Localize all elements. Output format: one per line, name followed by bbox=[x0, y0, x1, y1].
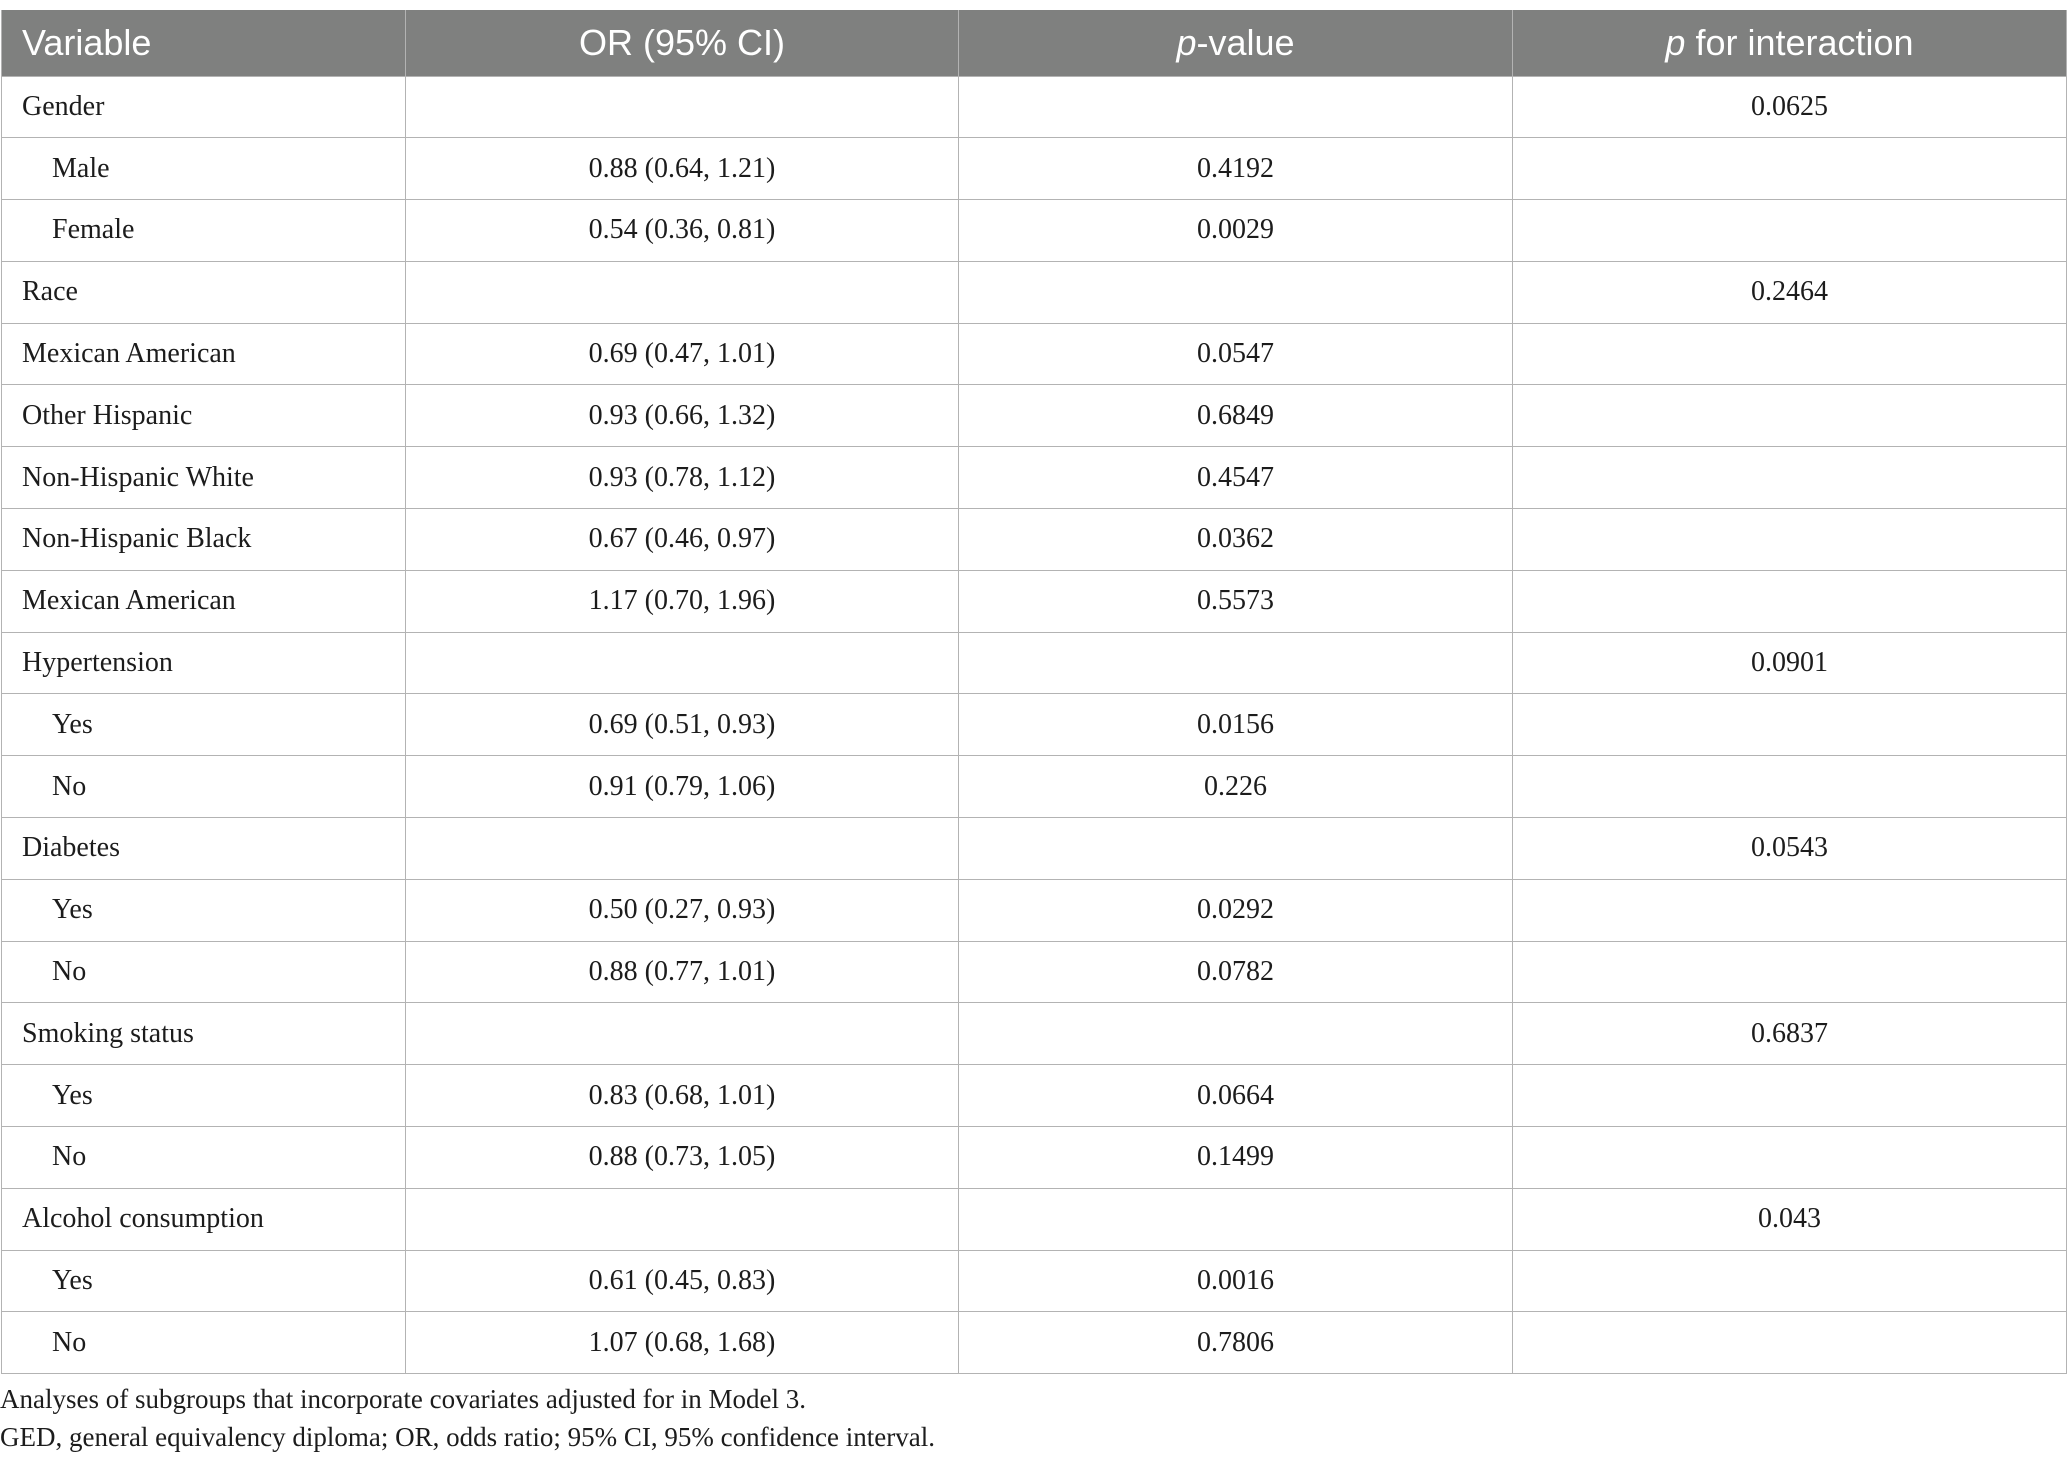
p-value-cell bbox=[959, 1003, 1513, 1065]
table-row bbox=[2, 756, 2067, 818]
p-value-cell bbox=[959, 818, 1513, 880]
or-ci-cell bbox=[406, 261, 959, 323]
column-header-variable: Variable bbox=[2, 10, 406, 76]
variable-cell: Diabetes bbox=[2, 818, 406, 880]
p-for-interaction-cell bbox=[1513, 200, 2067, 262]
p-value-cell: 0.4547 bbox=[959, 447, 1513, 509]
variable-cell: Other Hispanic bbox=[2, 385, 406, 447]
p-for-interaction-cell bbox=[1513, 941, 2067, 1003]
table-row bbox=[2, 385, 2067, 447]
p-for-interaction-cell bbox=[1513, 694, 2067, 756]
variable-cell: Female bbox=[2, 200, 406, 262]
or-ci-cell: 1.17 (0.70, 1.96) bbox=[406, 570, 959, 632]
variable-cell: Non-Hispanic White bbox=[2, 447, 406, 509]
table-row bbox=[2, 447, 2067, 509]
variable-cell: Yes bbox=[2, 1065, 406, 1127]
p-for-interaction-cell: 0.6837 bbox=[1513, 1003, 2067, 1065]
p-for-interaction-cell bbox=[1513, 570, 2067, 632]
table-row bbox=[2, 632, 2067, 694]
variable-cell: Non-Hispanic Black bbox=[2, 509, 406, 571]
table-row bbox=[2, 818, 2067, 880]
p-for-interaction-cell bbox=[1513, 1312, 2067, 1374]
p-value-cell: 0.0782 bbox=[959, 941, 1513, 1003]
table-row bbox=[2, 200, 2067, 262]
variable-cell: Yes bbox=[2, 879, 406, 941]
footnote: GED, general equivalency diploma; OR, odds ratio; 95% CI, 95% confidence interval. bbox=[0, 1422, 935, 1452]
p-value-cell: 0.0016 bbox=[959, 1250, 1513, 1312]
variable-cell: Male bbox=[2, 138, 406, 200]
table-row bbox=[2, 879, 2067, 941]
or-ci-cell: 1.07 (0.68, 1.68) bbox=[406, 1312, 959, 1374]
p-for-interaction-cell: 0.0625 bbox=[1513, 76, 2067, 138]
table-row bbox=[2, 261, 2067, 323]
p-for-interaction-cell bbox=[1513, 138, 2067, 200]
p-for-interaction-cell bbox=[1513, 323, 2067, 385]
variable-cell: Race bbox=[2, 261, 406, 323]
p-for-interaction-cell: 0.0543 bbox=[1513, 818, 2067, 880]
p-for-interaction-cell bbox=[1513, 385, 2067, 447]
p-for-interaction-cell: 0.2464 bbox=[1513, 261, 2067, 323]
footnote: Analyses of subgroups that incorporate covariates adjusted for in Model 3. bbox=[0, 1384, 807, 1414]
or-ci-cell: 0.54 (0.36, 0.81) bbox=[406, 200, 959, 262]
subgroup-analysis-table bbox=[1, 10, 2067, 1374]
variable-cell: Hypertension bbox=[2, 632, 406, 694]
header-row bbox=[2, 10, 2067, 76]
table-row bbox=[2, 1127, 2067, 1189]
p-value-cell bbox=[959, 261, 1513, 323]
column-header-p-for-interaction: p for interaction bbox=[1513, 10, 2067, 76]
p-value-cell: 0.1499 bbox=[959, 1127, 1513, 1189]
p-for-interaction-cell bbox=[1513, 509, 2067, 571]
p-value-cell: 0.4192 bbox=[959, 138, 1513, 200]
or-ci-cell: 0.50 (0.27, 0.93) bbox=[406, 879, 959, 941]
p-value-cell: 0.0029 bbox=[959, 200, 1513, 262]
p-value-cell: 0.0664 bbox=[959, 1065, 1513, 1127]
p-for-interaction-cell: 0.043 bbox=[1513, 1188, 2067, 1250]
table-row bbox=[2, 1065, 2067, 1127]
or-ci-cell: 0.93 (0.66, 1.32) bbox=[406, 385, 959, 447]
table-row bbox=[2, 509, 2067, 571]
or-ci-cell: 0.88 (0.64, 1.21) bbox=[406, 138, 959, 200]
table-row bbox=[2, 323, 2067, 385]
p-for-interaction-cell bbox=[1513, 1127, 2067, 1189]
p-for-interaction-cell bbox=[1513, 756, 2067, 818]
variable-cell: Mexican American bbox=[2, 570, 406, 632]
p-value-cell bbox=[959, 632, 1513, 694]
table-row bbox=[2, 138, 2067, 200]
or-ci-cell: 0.88 (0.77, 1.01) bbox=[406, 941, 959, 1003]
table-row bbox=[2, 1188, 2067, 1250]
or-ci-cell: 0.61 (0.45, 0.83) bbox=[406, 1250, 959, 1312]
p-value-cell: 0.7806 bbox=[959, 1312, 1513, 1374]
p-for-interaction-cell bbox=[1513, 1250, 2067, 1312]
or-ci-cell bbox=[406, 76, 959, 138]
variable-cell: Mexican American bbox=[2, 323, 406, 385]
p-value-cell bbox=[959, 76, 1513, 138]
table-row bbox=[2, 694, 2067, 756]
or-ci-cell: 0.93 (0.78, 1.12) bbox=[406, 447, 959, 509]
p-value-cell: 0.6849 bbox=[959, 385, 1513, 447]
table-row bbox=[2, 1312, 2067, 1374]
p-for-interaction-cell bbox=[1513, 1065, 2067, 1127]
table-row bbox=[2, 1250, 2067, 1312]
or-ci-cell bbox=[406, 818, 959, 880]
column-header-or-ci: OR (95% CI) bbox=[406, 10, 959, 76]
or-ci-cell bbox=[406, 1188, 959, 1250]
or-ci-cell: 0.88 (0.73, 1.05) bbox=[406, 1127, 959, 1189]
variable-cell: Smoking status bbox=[2, 1003, 406, 1065]
table-body bbox=[2, 76, 2067, 1374]
table-row bbox=[2, 941, 2067, 1003]
table-row bbox=[2, 570, 2067, 632]
variable-cell: No bbox=[2, 756, 406, 818]
p-value-cell: 0.0156 bbox=[959, 694, 1513, 756]
or-ci-cell bbox=[406, 1003, 959, 1065]
column-header-p-value: p-value bbox=[959, 10, 1513, 76]
or-ci-cell: 0.91 (0.79, 1.06) bbox=[406, 756, 959, 818]
or-ci-cell: 0.69 (0.47, 1.01) bbox=[406, 323, 959, 385]
or-ci-cell bbox=[406, 632, 959, 694]
or-ci-cell: 0.67 (0.46, 0.97) bbox=[406, 509, 959, 571]
table-row bbox=[2, 1003, 2067, 1065]
p-for-interaction-cell bbox=[1513, 447, 2067, 509]
or-ci-cell: 0.83 (0.68, 1.01) bbox=[406, 1065, 959, 1127]
table-row bbox=[2, 76, 2067, 138]
p-value-cell bbox=[959, 1188, 1513, 1250]
variable-cell: No bbox=[2, 1127, 406, 1189]
p-value-cell: 0.5573 bbox=[959, 570, 1513, 632]
p-for-interaction-cell bbox=[1513, 879, 2067, 941]
p-value-cell: 0.226 bbox=[959, 756, 1513, 818]
variable-cell: No bbox=[2, 1312, 406, 1374]
variable-cell: Alcohol consumption bbox=[2, 1188, 406, 1250]
table-footnotes bbox=[0, 1380, 935, 1456]
variable-cell: No bbox=[2, 941, 406, 1003]
variable-cell: Yes bbox=[2, 694, 406, 756]
p-value-cell: 0.0547 bbox=[959, 323, 1513, 385]
or-ci-cell: 0.69 (0.51, 0.93) bbox=[406, 694, 959, 756]
p-for-interaction-cell: 0.0901 bbox=[1513, 632, 2067, 694]
p-value-cell: 0.0362 bbox=[959, 509, 1513, 571]
variable-cell: Yes bbox=[2, 1250, 406, 1312]
variable-cell: Gender bbox=[2, 76, 406, 138]
p-value-cell: 0.0292 bbox=[959, 879, 1513, 941]
